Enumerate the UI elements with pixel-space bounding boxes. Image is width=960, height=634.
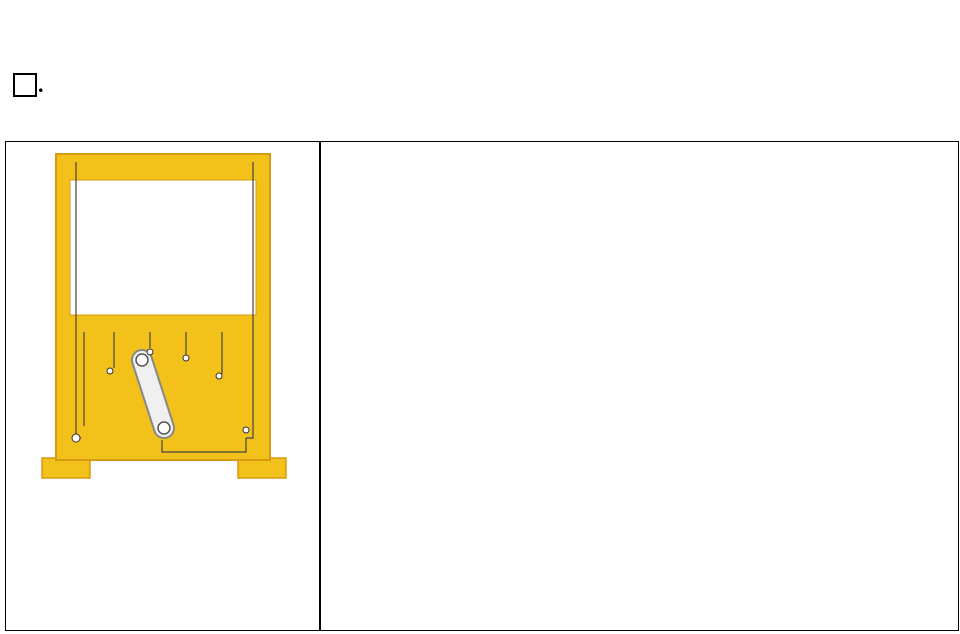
figure-cell — [6, 142, 319, 630]
solution-table — [5, 141, 959, 631]
item-number-dot: . — [38, 72, 44, 97]
item-number — [13, 73, 37, 97]
table-divider — [319, 142, 321, 630]
coil-panel — [70, 180, 256, 315]
rheostat-illustration — [14, 142, 310, 502]
